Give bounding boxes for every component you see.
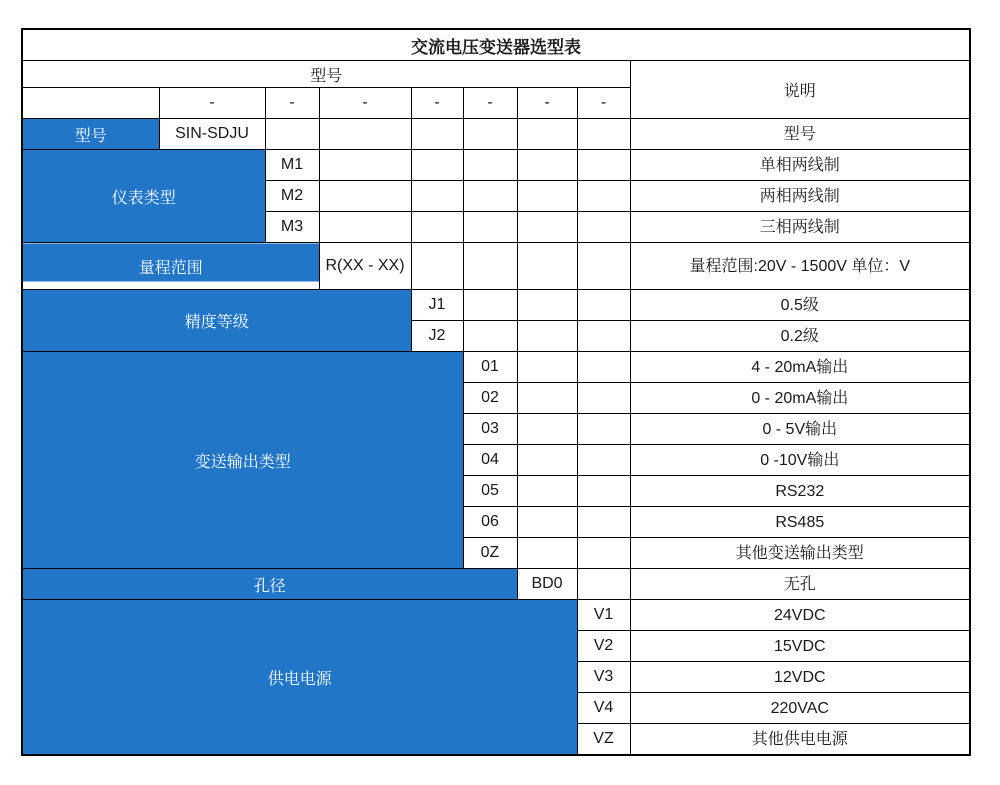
code-cell: 04 — [463, 445, 517, 476]
empty-cell — [517, 181, 577, 212]
code-cell: J1 — [411, 290, 463, 321]
desc-cell: 型号 — [630, 119, 970, 150]
desc-cell: 单相两线制 — [630, 150, 970, 181]
code-cell: SIN-SDJU — [159, 119, 265, 150]
dash-cell: - — [577, 88, 630, 119]
empty-cell — [577, 569, 630, 600]
empty-cell — [577, 119, 630, 150]
empty-cell — [517, 383, 577, 414]
section-label-accuracy: 精度等级 — [22, 290, 411, 352]
empty-cell — [411, 243, 463, 290]
desc-cell: 0.5级 — [630, 290, 970, 321]
dash-cell: - — [463, 88, 517, 119]
empty-cell — [577, 507, 630, 538]
empty-cell — [577, 538, 630, 569]
dash-cell: - — [517, 88, 577, 119]
empty-cell — [411, 181, 463, 212]
empty-cell — [577, 150, 630, 181]
empty-cell — [411, 150, 463, 181]
empty-cell — [463, 181, 517, 212]
empty-cell — [517, 212, 577, 243]
section-label-instrument-type: 仪表类型 — [22, 150, 265, 243]
empty-cell — [577, 321, 630, 352]
desc-cell: 12VDC — [630, 662, 970, 693]
empty-cell — [517, 290, 577, 321]
empty-cell — [577, 290, 630, 321]
dash-cell: - — [411, 88, 463, 119]
empty-cell — [577, 243, 630, 290]
selection-table — [21, 28, 971, 756]
code-cell: M3 — [265, 212, 319, 243]
desc-cell: 4 - 20mA输出 — [630, 352, 970, 383]
code-cell: V4 — [577, 693, 630, 724]
empty-cell — [517, 119, 577, 150]
desc-cell: 无孔 — [630, 569, 970, 600]
empty-cell — [517, 352, 577, 383]
code-cell: 01 — [463, 352, 517, 383]
empty-cell — [319, 212, 411, 243]
desc-cell: 三相两线制 — [630, 212, 970, 243]
description-header: 说明 — [630, 61, 970, 119]
desc-cell: 0 -10V输出 — [630, 445, 970, 476]
section-label-output-type: 变送输出类型 — [22, 352, 463, 569]
empty-cell — [463, 119, 517, 150]
section-label-aperture: 孔径 — [22, 569, 517, 600]
empty-cell — [517, 507, 577, 538]
empty-cell — [517, 321, 577, 352]
empty-cell — [319, 150, 411, 181]
code-cell: 0Z — [463, 538, 517, 569]
desc-cell: 15VDC — [630, 631, 970, 662]
empty-cell — [577, 383, 630, 414]
code-cell: V3 — [577, 662, 630, 693]
empty-cell — [463, 212, 517, 243]
code-cell: 02 — [463, 383, 517, 414]
code-cell: R(XX - XX) — [319, 243, 411, 290]
section-label-model: 型号 — [22, 119, 159, 150]
empty-cell — [319, 181, 411, 212]
desc-cell: 0.2级 — [630, 321, 970, 352]
empty-cell — [22, 88, 159, 119]
code-cell: 03 — [463, 414, 517, 445]
code-cell: 05 — [463, 476, 517, 507]
code-cell: 06 — [463, 507, 517, 538]
empty-cell — [411, 119, 463, 150]
empty-cell — [319, 119, 411, 150]
section-label-range: 量程范围 — [22, 243, 319, 290]
section-label-power-supply: 供电电源 — [22, 600, 577, 756]
empty-cell — [517, 243, 577, 290]
empty-cell — [517, 476, 577, 507]
empty-cell — [577, 181, 630, 212]
code-cell: VZ — [577, 724, 630, 756]
desc-cell: RS232 — [630, 476, 970, 507]
empty-cell — [577, 445, 630, 476]
desc-cell: RS485 — [630, 507, 970, 538]
code-cell: V2 — [577, 631, 630, 662]
dash-cell: - — [319, 88, 411, 119]
empty-cell — [577, 476, 630, 507]
empty-cell — [517, 414, 577, 445]
table-title: 交流电压变送器选型表 — [22, 29, 970, 61]
empty-cell — [265, 119, 319, 150]
desc-cell: 0 - 20mA输出 — [630, 383, 970, 414]
code-cell: BD0 — [517, 569, 577, 600]
code-cell: M2 — [265, 181, 319, 212]
desc-cell: 24VDC — [630, 600, 970, 631]
empty-cell — [463, 290, 517, 321]
desc-cell: 220VAC — [630, 693, 970, 724]
desc-cell: 其他供电电源 — [630, 724, 970, 756]
desc-cell: 其他变送输出类型 — [630, 538, 970, 569]
empty-cell — [517, 445, 577, 476]
code-cell: J2 — [411, 321, 463, 352]
empty-cell — [463, 150, 517, 181]
empty-cell — [577, 414, 630, 445]
empty-cell — [517, 150, 577, 181]
code-cell: M1 — [265, 150, 319, 181]
code-cell: V1 — [577, 600, 630, 631]
desc-cell: 量程范围:20V - 1500V 单位：V — [630, 243, 970, 290]
dash-cell: - — [159, 88, 265, 119]
empty-cell — [411, 212, 463, 243]
empty-cell — [463, 243, 517, 290]
dash-cell: - — [265, 88, 319, 119]
empty-cell — [577, 212, 630, 243]
model-group-header: 型号 — [22, 61, 630, 88]
desc-cell: 0 - 5V输出 — [630, 414, 970, 445]
empty-cell — [517, 538, 577, 569]
empty-cell — [577, 352, 630, 383]
empty-cell — [463, 321, 517, 352]
desc-cell: 两相两线制 — [630, 181, 970, 212]
